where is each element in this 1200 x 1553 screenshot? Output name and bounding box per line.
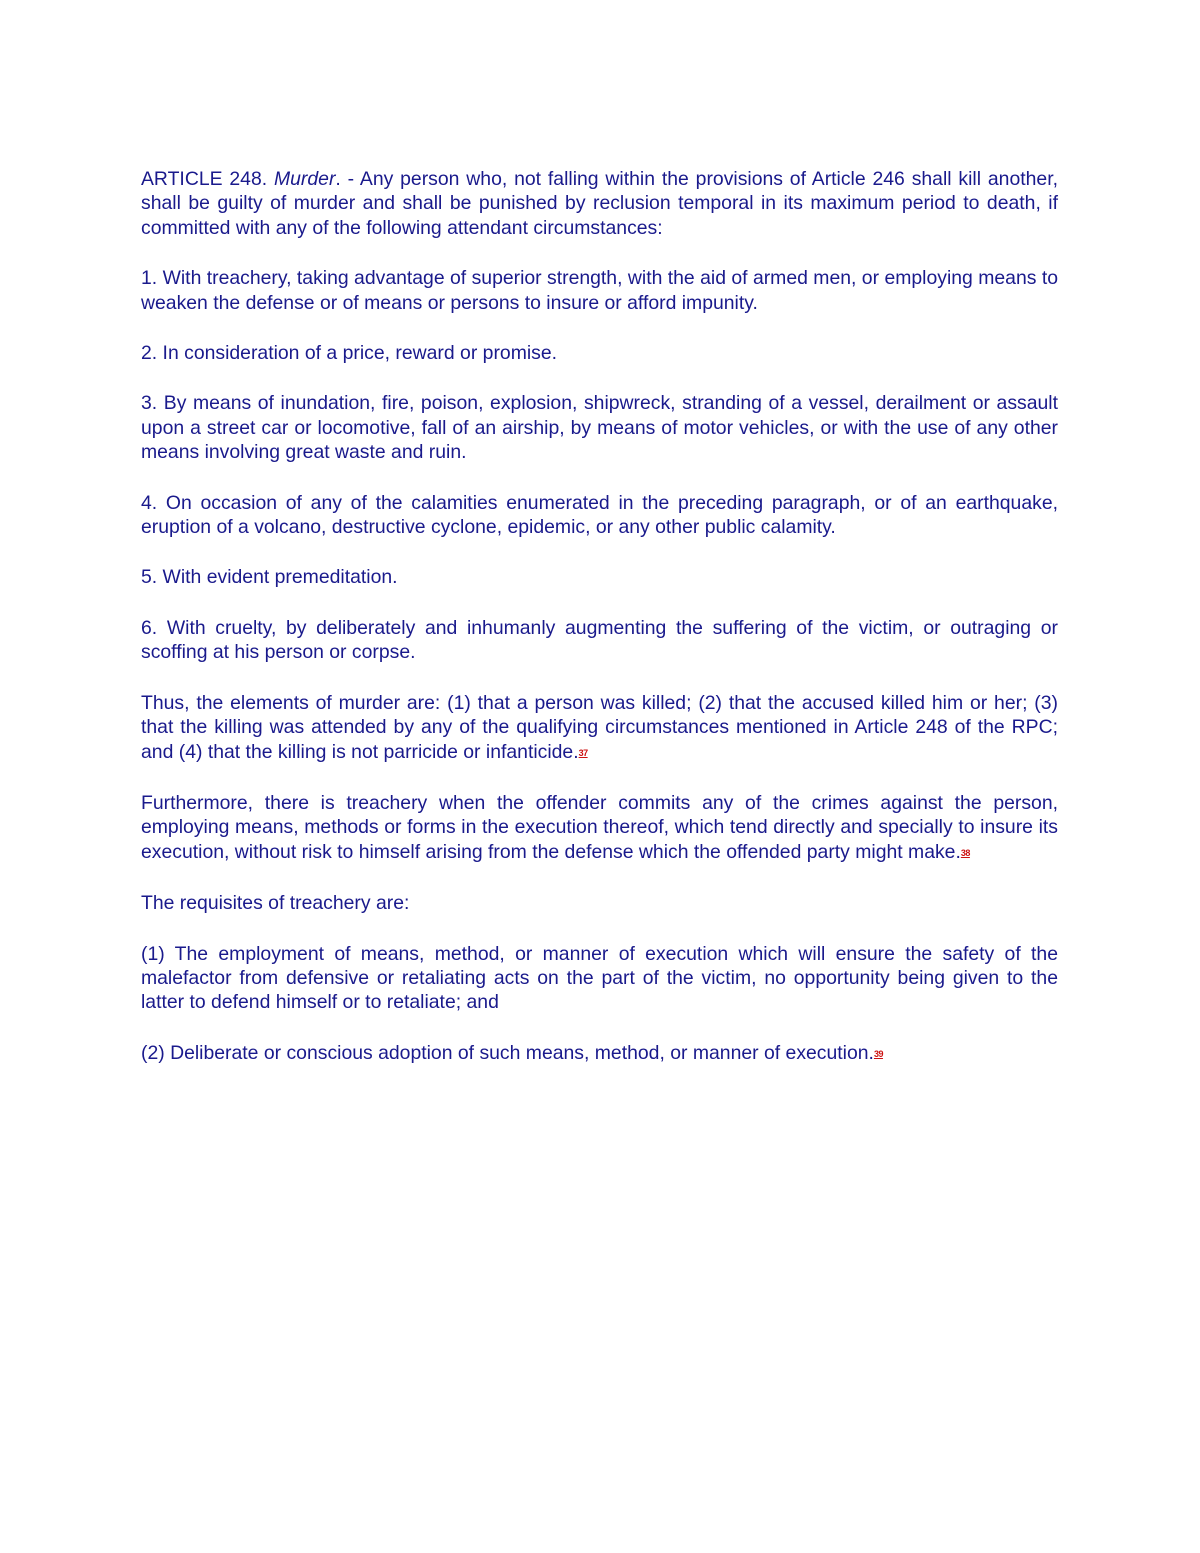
footnote-link-38[interactable]: 38 — [960, 847, 970, 858]
elements-text: Thus, the elements of murder are: (1) that a person was killed; (2) that the accused killed him or her; (3) that the killing was attended by any of the qualifying circumstances mentioned in Article 248 of the RPC; and (4) that the killing is not parricide or infanticide. — [141, 691, 1058, 763]
circumstance-4: 4. On occasion of any of the calamities enumerated in the preceding paragraph, or of an earthquake, eruption of a volcano, destructive cyclone, epidemic, or any other public calamity. — [141, 491, 1058, 539]
requisite-2-text: (2) Deliberate or conscious adoption of such means, method, or manner of execution. — [141, 1041, 874, 1064]
circumstance-6: 6. With cruelty, by deliberately and inhumanly augmenting the suffering of the victim, or outraging or scoffing at his person or corpse. — [141, 616, 1058, 664]
treachery-definition-paragraph — [141, 791, 1058, 865]
footnote-link-37[interactable]: 37 — [578, 747, 588, 758]
document-body — [141, 167, 1058, 1092]
elements-of-murder-paragraph — [141, 691, 1058, 765]
footnote-link-39[interactable]: 39 — [873, 1048, 883, 1059]
requisites-intro: The requisites of treachery are: — [141, 892, 410, 915]
circumstance-3: 3. By means of inundation, fire, poison, explosion, shipwreck, stranding of a vessel, derailment or assault upon a street car or locomotive, fall of an airship, by means of motor vehicles, or with the use of any other means involving great waste and ruin. — [141, 392, 1058, 464]
circumstance-5: 5. With evident premeditation. — [141, 566, 398, 589]
circumstance-2: 2. In consideration of a price, reward or promise. — [141, 342, 558, 365]
circumstance-1: 1. With treachery, taking advantage of superior strength, with the aid of armed men, or employing means to weaken the defense or of means or persons to insure or afford impunity. — [141, 267, 1058, 314]
treachery-text: Furthermore, there is treachery when the offender commits any of the crimes against the person, employing means, methods or forms in the execution thereof, which tend directly and specially to insure its execution, without risk to himself arising from the defense which the offended party might make. — [141, 791, 1058, 863]
article-title: Murder — [273, 168, 336, 190]
article-body: . - Any person who, not falling within the provisions of Article 246 shall kill another, shall be guilty of murder and shall be punished by reclusion temporal in its maximum period to death, if committed with any of the following attendant circumstances: — [141, 168, 1058, 239]
requisite-2-paragraph — [141, 1041, 1058, 1066]
article-prefix: ARTICLE 248. — [141, 168, 274, 190]
requisite-1: (1) The employment of means, method, or manner of execution which will ensure the safety of the malefactor from defensive or retaliating acts on the part of the victim, no opportunity being given to the latter to defend himself or to retaliate; and — [141, 942, 1058, 1014]
article-248-paragraph — [141, 167, 1058, 240]
